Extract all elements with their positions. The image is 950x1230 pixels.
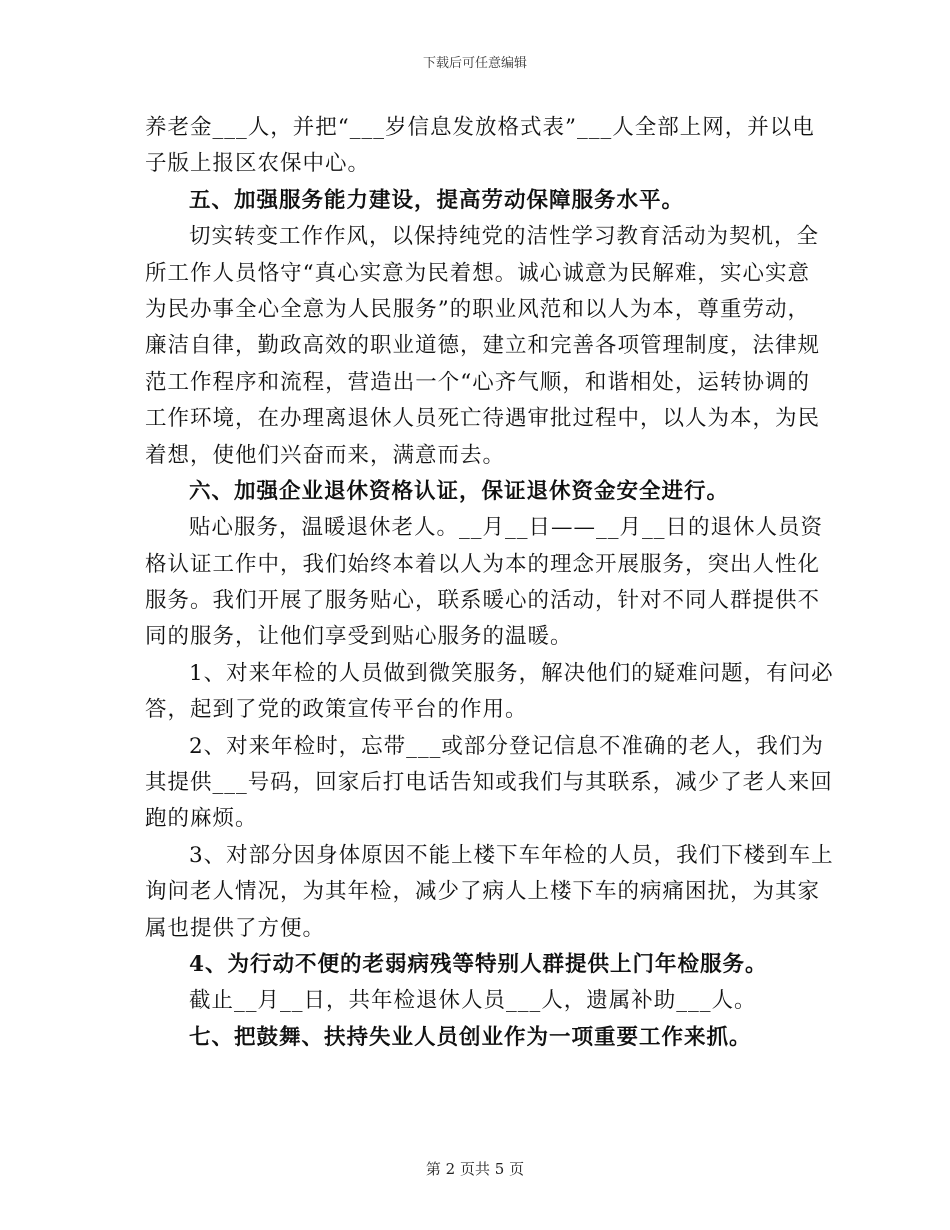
list-item-line: 3、对部分因身体原因不能上楼下车年检的人员，我们下楼到车上 (189, 842, 834, 868)
paragraph-line: 同的服务，让他们享受到贴心服务的温暖。 (145, 624, 573, 650)
section-heading: 六、加强企业退休资格认证，保证退休资金安全进行。 (189, 478, 730, 504)
paragraph-line: 子版上报区农保中心。 (145, 151, 371, 177)
document-body (145, 110, 834, 1056)
list-item-line: 属也提供了方便。 (145, 915, 326, 941)
paragraph-line: 为民办事全心全意为人民服务”的职业风范和以人为本，尊重劳动， (145, 296, 810, 322)
paragraph-line: 截止__月__日，共年检退休人员___人，遗属补助___人。 (189, 988, 757, 1014)
list-item-line: 2、对来年检时，忘带___或部分登记信息不准确的老人，我们为 (189, 733, 824, 759)
paragraph-line: 所工作人员恪守“真心实意为民着想。诚心诚意为民解难，实心实意 (145, 260, 810, 286)
list-item-heading: 4、为行动不便的老弱病残等特别人群提供上门年检服务。 (189, 951, 768, 977)
list-item-line: 1、对来年检的人员做到微笑服务，解决他们的疑难问题，有问必 (189, 660, 834, 686)
section-heading: 五、加强服务能力建设，提高劳动保障服务水平。 (189, 187, 685, 213)
list-item-line: 其提供___号码，回家后打电话告知或我们与其联系，减少了老人来回 (145, 770, 833, 796)
section-heading: 七、把鼓舞、扶持失业人员创业作为一项重要工作来抓。 (189, 1024, 752, 1050)
paragraph-line: 范工作程序和流程，营造出一个“心齐气顺，和谐相处，运转协调的 (145, 369, 810, 395)
page-header: 下载后可任意编辑 (422, 56, 527, 71)
paragraph-line: 格认证工作中，我们始终本着以人为本的理念开展服务，突出人性化 (145, 551, 821, 577)
paragraph-line: 切实转变工作作风，以保持纯党的洁性学习教育活动为契机，全 (189, 224, 820, 250)
page-footer: 第 2 页共 5 页 (425, 1160, 525, 1178)
paragraph-line: 工作环境，在办理离退休人员死亡待遇审批过程中，以人为本，为民 (145, 406, 821, 432)
list-item-line: 跑的麻烦。 (145, 806, 258, 832)
list-item-line: 询问老人情况，为其年检，减少了病人上楼下车的病痛困扰，为其家 (145, 879, 821, 905)
paragraph-line: 服务。我们开展了服务贴心，联系暖心的活动，针对不同人群提供不 (145, 588, 821, 614)
paragraph-line: 廉洁自律，勤政高效的职业道德，建立和完善各项管理制度，法律规 (145, 333, 821, 359)
paragraph-line: 养老金___人，并把“___岁信息发放格式表”___人全部上网，并以电 (145, 115, 815, 140)
paragraph-line: 贴心服务，温暖退休老人。__月__日——__月__日的退休人员资 (189, 515, 824, 541)
list-item-line: 答，起到了党的政策宣传平台的作用。 (145, 697, 528, 723)
paragraph-line: 着想，使他们兴奋而来，满意而去。 (145, 442, 506, 468)
